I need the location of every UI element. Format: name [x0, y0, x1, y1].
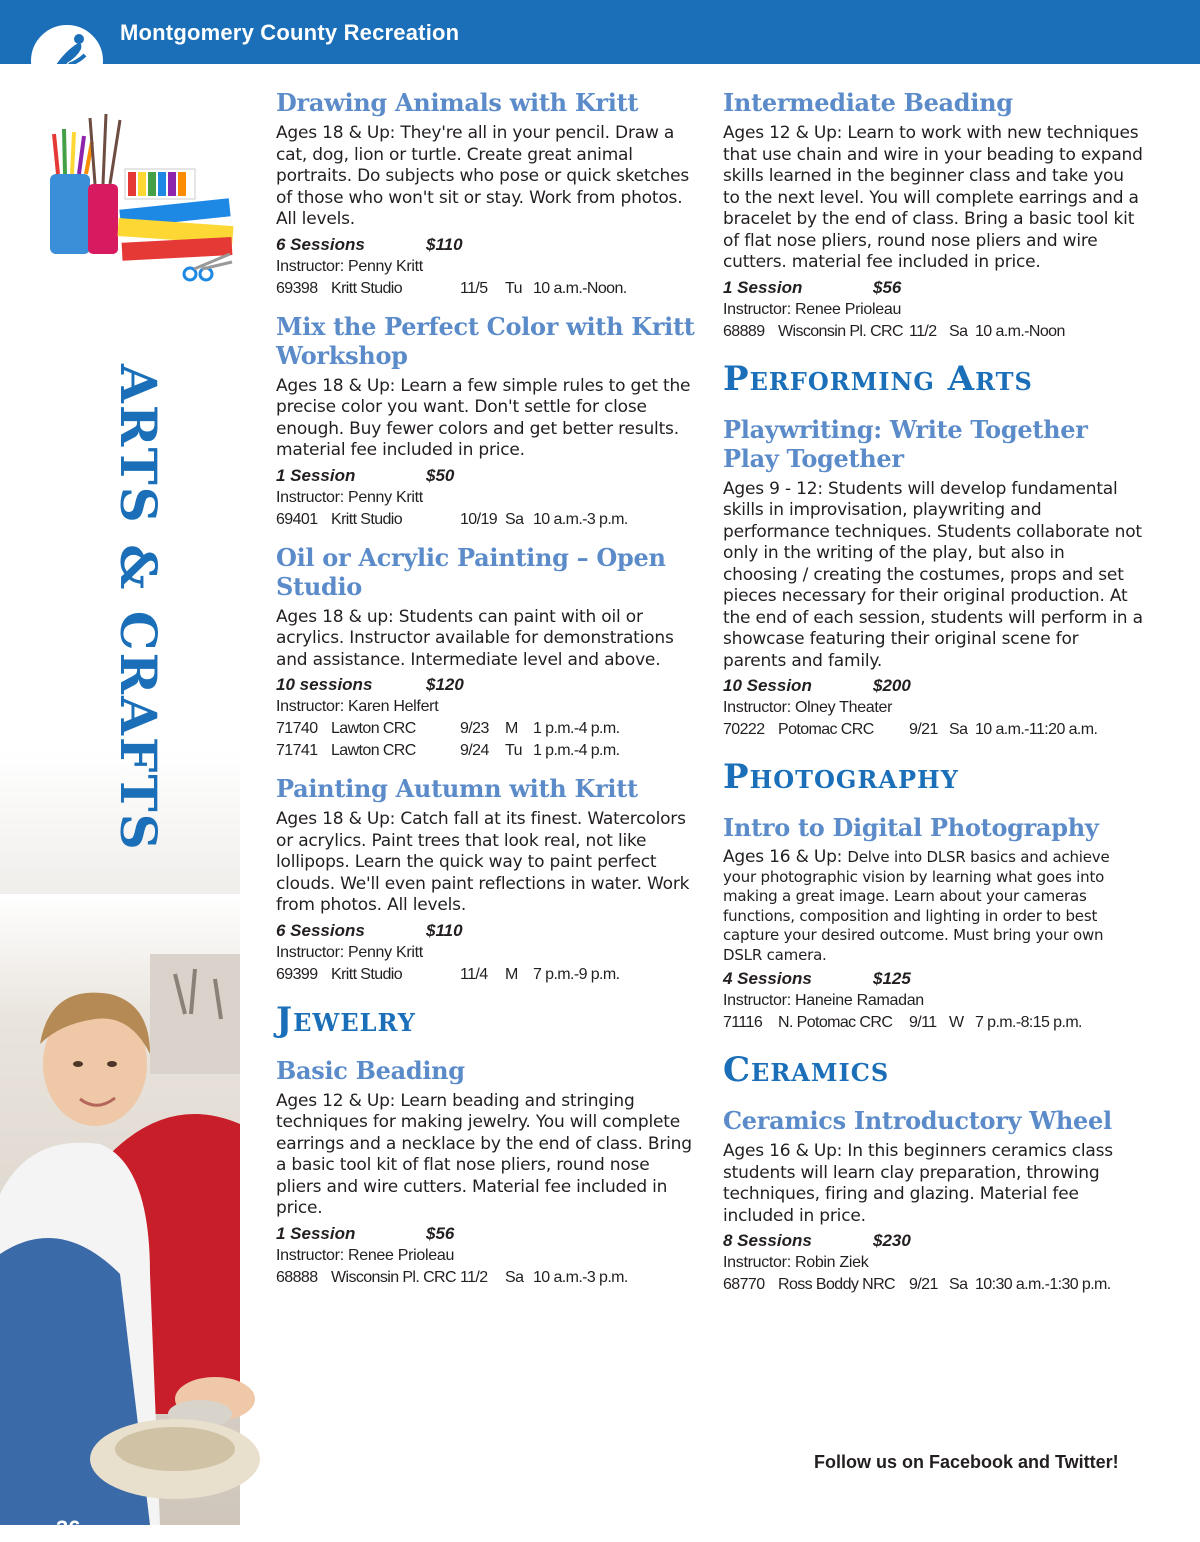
course-intermediate-beading: [723, 88, 1143, 343]
course-price: $230: [873, 1231, 911, 1250]
course-title: Intro to Digital Photography: [723, 813, 1099, 842]
session-count: 8 Sessions: [723, 1231, 812, 1250]
header-bar: [0, 0, 1200, 64]
session-count: 6 Sessions: [276, 920, 365, 940]
class-day: Sa: [949, 1276, 968, 1293]
course-description: Ages 12 & Up: Learn to work with new techniques that use chain and wire in your beading to expand skills learned in the beginner class and take you to the next level. You will complete earrings and a bracelet by the end of class. Bring a basic tool kit of flat nose pliers, round nose pliers and wire cutters. material fee included in price.: [723, 123, 1143, 272]
class-date: 11/2: [909, 322, 937, 340]
session-count: 6 Sessions: [276, 234, 365, 254]
course-oil-acrylic: [276, 543, 696, 763]
session-count: 1 Session: [276, 1223, 356, 1243]
page-number: 36: [56, 1516, 81, 1541]
course-title: Drawing Animals with Kritt: [276, 88, 639, 117]
session-info: [276, 233, 696, 256]
section-title-text: ARTS & CRAFTS: [109, 364, 168, 852]
session-info: [723, 276, 1143, 299]
class-code: 71116: [723, 1014, 763, 1031]
session-info: [276, 464, 696, 487]
class-day: W: [949, 1014, 964, 1031]
course-title: Mix the Perfect Color with Kritt Workshop: [276, 311, 695, 370]
class-code: 71740: [276, 720, 318, 737]
class-code: 68770: [723, 1276, 765, 1293]
class-location: Potomac CRC: [778, 721, 874, 738]
header-title: Montgomery County Recreation: [120, 20, 460, 45]
session-info: [723, 1229, 1143, 1252]
section-heading-jewelry: Jewelry: [276, 999, 416, 1040]
session-info: [276, 673, 696, 696]
class-row: [276, 718, 696, 740]
left-image-strip: [0, 64, 240, 1541]
class-day: Sa: [949, 322, 968, 340]
class-row: [276, 1267, 696, 1289]
course-price: $120: [426, 675, 464, 694]
instructor: Instructor: Renee Prioleau: [276, 1246, 455, 1264]
course-description: Ages 18 & Up: They're all in your pencil. Draw a cat, dog, lion or turtle. Create great animal portraits. Do subjects who pose or quick sketches of those who won't sit or stay. Work from photos. All levels.: [276, 123, 690, 229]
class-date: 9/23: [460, 720, 489, 737]
course-title: Oil or Acrylic Painting – Open Studio: [276, 542, 666, 601]
course-playwriting: [723, 415, 1143, 742]
session-count: 1 Session: [723, 277, 803, 297]
class-row: [723, 321, 1143, 343]
class-row: [723, 1274, 1143, 1296]
session-count: 4 Sessions: [723, 969, 812, 988]
class-date: 9/21: [909, 721, 938, 738]
class-day: Sa: [505, 1268, 524, 1286]
session-info: [723, 674, 1143, 697]
class-location: Wisconsin Pl. CRC: [331, 1268, 456, 1286]
class-code: 71741: [276, 742, 318, 759]
course-description-body: Delve into DLSR basics and achieve your photographic vision by learning what goes into making a great image. Learn about your cameras functions, composition and lighting in order to best capture your desired outcome. Must bring your own DSLR camera.: [723, 848, 1110, 964]
class-location: Lawton CRC: [331, 742, 416, 759]
class-location: Ross Boddy NRC: [778, 1276, 895, 1293]
course-price: $200: [873, 676, 911, 695]
section-title-vertical: [109, 364, 172, 852]
section-heading-photography: Photography: [723, 757, 959, 797]
class-time: 7 p.m.-8:15 p.m.: [975, 1014, 1082, 1031]
course-price: $56: [873, 277, 902, 297]
class-date: 9/24: [460, 742, 489, 759]
course-title: Basic Beading: [276, 1055, 465, 1085]
social-follow-text: Follow us on Facebook and Twitter!: [814, 1452, 1119, 1472]
class-code: 69401: [276, 510, 318, 528]
class-code: 68889: [723, 322, 765, 340]
instructor: Instructor: Penny Kritt: [276, 488, 423, 506]
session-count: 10 Session: [723, 676, 812, 695]
class-day: M: [505, 965, 518, 983]
class-day: Tu: [505, 279, 522, 297]
class-row: [723, 719, 1143, 741]
course-description: [723, 848, 1143, 965]
class-row: [276, 964, 696, 986]
class-date: 9/21: [909, 1276, 938, 1293]
class-row: [276, 278, 696, 300]
instructor: Instructor: Robin Ziek: [723, 1254, 869, 1271]
class-row: [276, 509, 696, 531]
course-price: $110: [426, 234, 463, 254]
content-column-left: [276, 88, 696, 1293]
instructor: Instructor: Penny Kritt: [276, 257, 423, 275]
class-time: 1 p.m.-4 p.m.: [533, 720, 620, 737]
art-supplies-image: [40, 114, 240, 284]
section-heading-ceramics: Ceramics: [723, 1050, 890, 1090]
instructor: Instructor: Karen Helfert: [276, 698, 439, 715]
class-time: 10 a.m.-3 p.m.: [533, 1268, 628, 1286]
instructor: Instructor: Olney Theater: [723, 699, 893, 716]
session-count: 1 Session: [276, 465, 356, 485]
course-digital-photography: [723, 813, 1143, 1034]
session-info: [723, 967, 1143, 990]
course-title: Playwriting: Write Together Play Together: [723, 414, 1088, 473]
class-time: 1 p.m.-4 p.m.: [533, 742, 620, 759]
class-code: 70222: [723, 721, 765, 738]
course-description: Ages 12 & Up: Learn beading and stringing techniques for making jewelry. You will complete earrings and a necklace by the end of class. Bring a basic tool kit of flat nose pliers, round nose pliers and wire cutters. Material fee included in price.: [276, 1090, 692, 1218]
class-location: Wisconsin Pl. CRC: [778, 322, 903, 340]
course-painting-autumn: [276, 774, 696, 986]
course-title: Intermediate Beading: [723, 88, 1013, 117]
course-description: Ages 18 & up: Students can paint with oil or acrylics. Instructor available for demonstrations and assistance. Intermediate level and above.: [276, 606, 674, 670]
course-title: Ceramics Introductory Wheel: [723, 1106, 1112, 1135]
class-row: [723, 1012, 1143, 1034]
content-column-right: [723, 88, 1143, 1300]
session-count: 10 sessions: [276, 675, 373, 694]
session-info: [276, 919, 696, 942]
class-location: N. Potomac CRC: [778, 1014, 893, 1031]
instructor: Instructor: Haneine Ramadan: [723, 992, 924, 1009]
course-description: Ages 9 - 12: Students will develop fundamental skills in improvisation, playwriting and performance techniques. Students collaborate not only in the writing of the play, but also in choosing / creating the costumes, props and set pieces necessary for their original production. At the end of each session, students will perform in a showcase featuring their original scene for parents and family.: [723, 478, 1143, 671]
class-location: Kritt Studio: [331, 279, 403, 297]
class-day: Sa: [949, 721, 968, 738]
class-time: 10 a.m.-11:20 a.m.: [975, 721, 1098, 738]
course-price: $56: [426, 1223, 455, 1243]
course-ceramics-wheel: [723, 1106, 1143, 1296]
class-date: 11/5: [460, 279, 488, 297]
instructor: Instructor: Renee Prioleau: [723, 300, 902, 318]
course-price: $110: [426, 920, 463, 940]
class-day: Tu: [505, 742, 522, 759]
class-date: 10/19: [460, 510, 498, 528]
course-description: Ages 18 & Up: Learn a few simple rules to get the precise color you want. Don't settle for close enough. Buy fewer colors and get better results. material fee included in price.: [276, 375, 691, 460]
class-time: 7 p.m.-9 p.m.: [533, 965, 620, 983]
class-date: 11/2: [460, 1268, 488, 1286]
class-row: [276, 740, 696, 762]
class-location: Lawton CRC: [331, 720, 416, 737]
course-price: $50: [426, 465, 455, 485]
class-day: M: [505, 720, 518, 737]
class-date: 11/4: [460, 965, 488, 983]
class-time: 10 a.m.-Noon.: [533, 279, 627, 297]
class-location: Kritt Studio: [331, 510, 403, 528]
class-code: 68888: [276, 1268, 318, 1286]
session-info: [276, 1222, 696, 1245]
course-price: $125: [873, 969, 911, 988]
section-heading-performing-arts: Performing Arts: [723, 358, 1033, 399]
course-mix-color: [276, 312, 696, 531]
class-location: Kritt Studio: [331, 965, 403, 983]
course-description-lead: Ages 16 & Up:: [723, 847, 848, 867]
course-drawing-animals: [276, 88, 696, 300]
course-description: Ages 18 & Up: Catch fall at its finest. Watercolors or acrylics. Paint trees that look real, not like lollipops. Learn the quick way to paint perfect clouds. We'll even paint reflections in water. Work from photos. All levels.: [276, 809, 690, 915]
class-time: 10:30 a.m.-1:30 p.m.: [975, 1276, 1111, 1293]
class-day: Sa: [505, 510, 524, 528]
class-code: 69398: [276, 279, 318, 297]
class-code: 69399: [276, 965, 318, 983]
course-basic-beading: [276, 1056, 696, 1289]
course-title: Painting Autumn with Kritt: [276, 774, 638, 803]
class-time: 10 a.m.-Noon: [975, 322, 1065, 340]
instructor: Instructor: Penny Kritt: [276, 943, 423, 961]
pottery-student-photo: [0, 894, 240, 1525]
class-time: 10 a.m.-3 p.m.: [533, 510, 628, 528]
class-date: 9/11: [909, 1014, 937, 1031]
course-description: Ages 16 & Up: In this beginners ceramics class students will learn clay preparation, throwing techniques, firing and glazing. Material fee included in price.: [723, 1141, 1113, 1226]
